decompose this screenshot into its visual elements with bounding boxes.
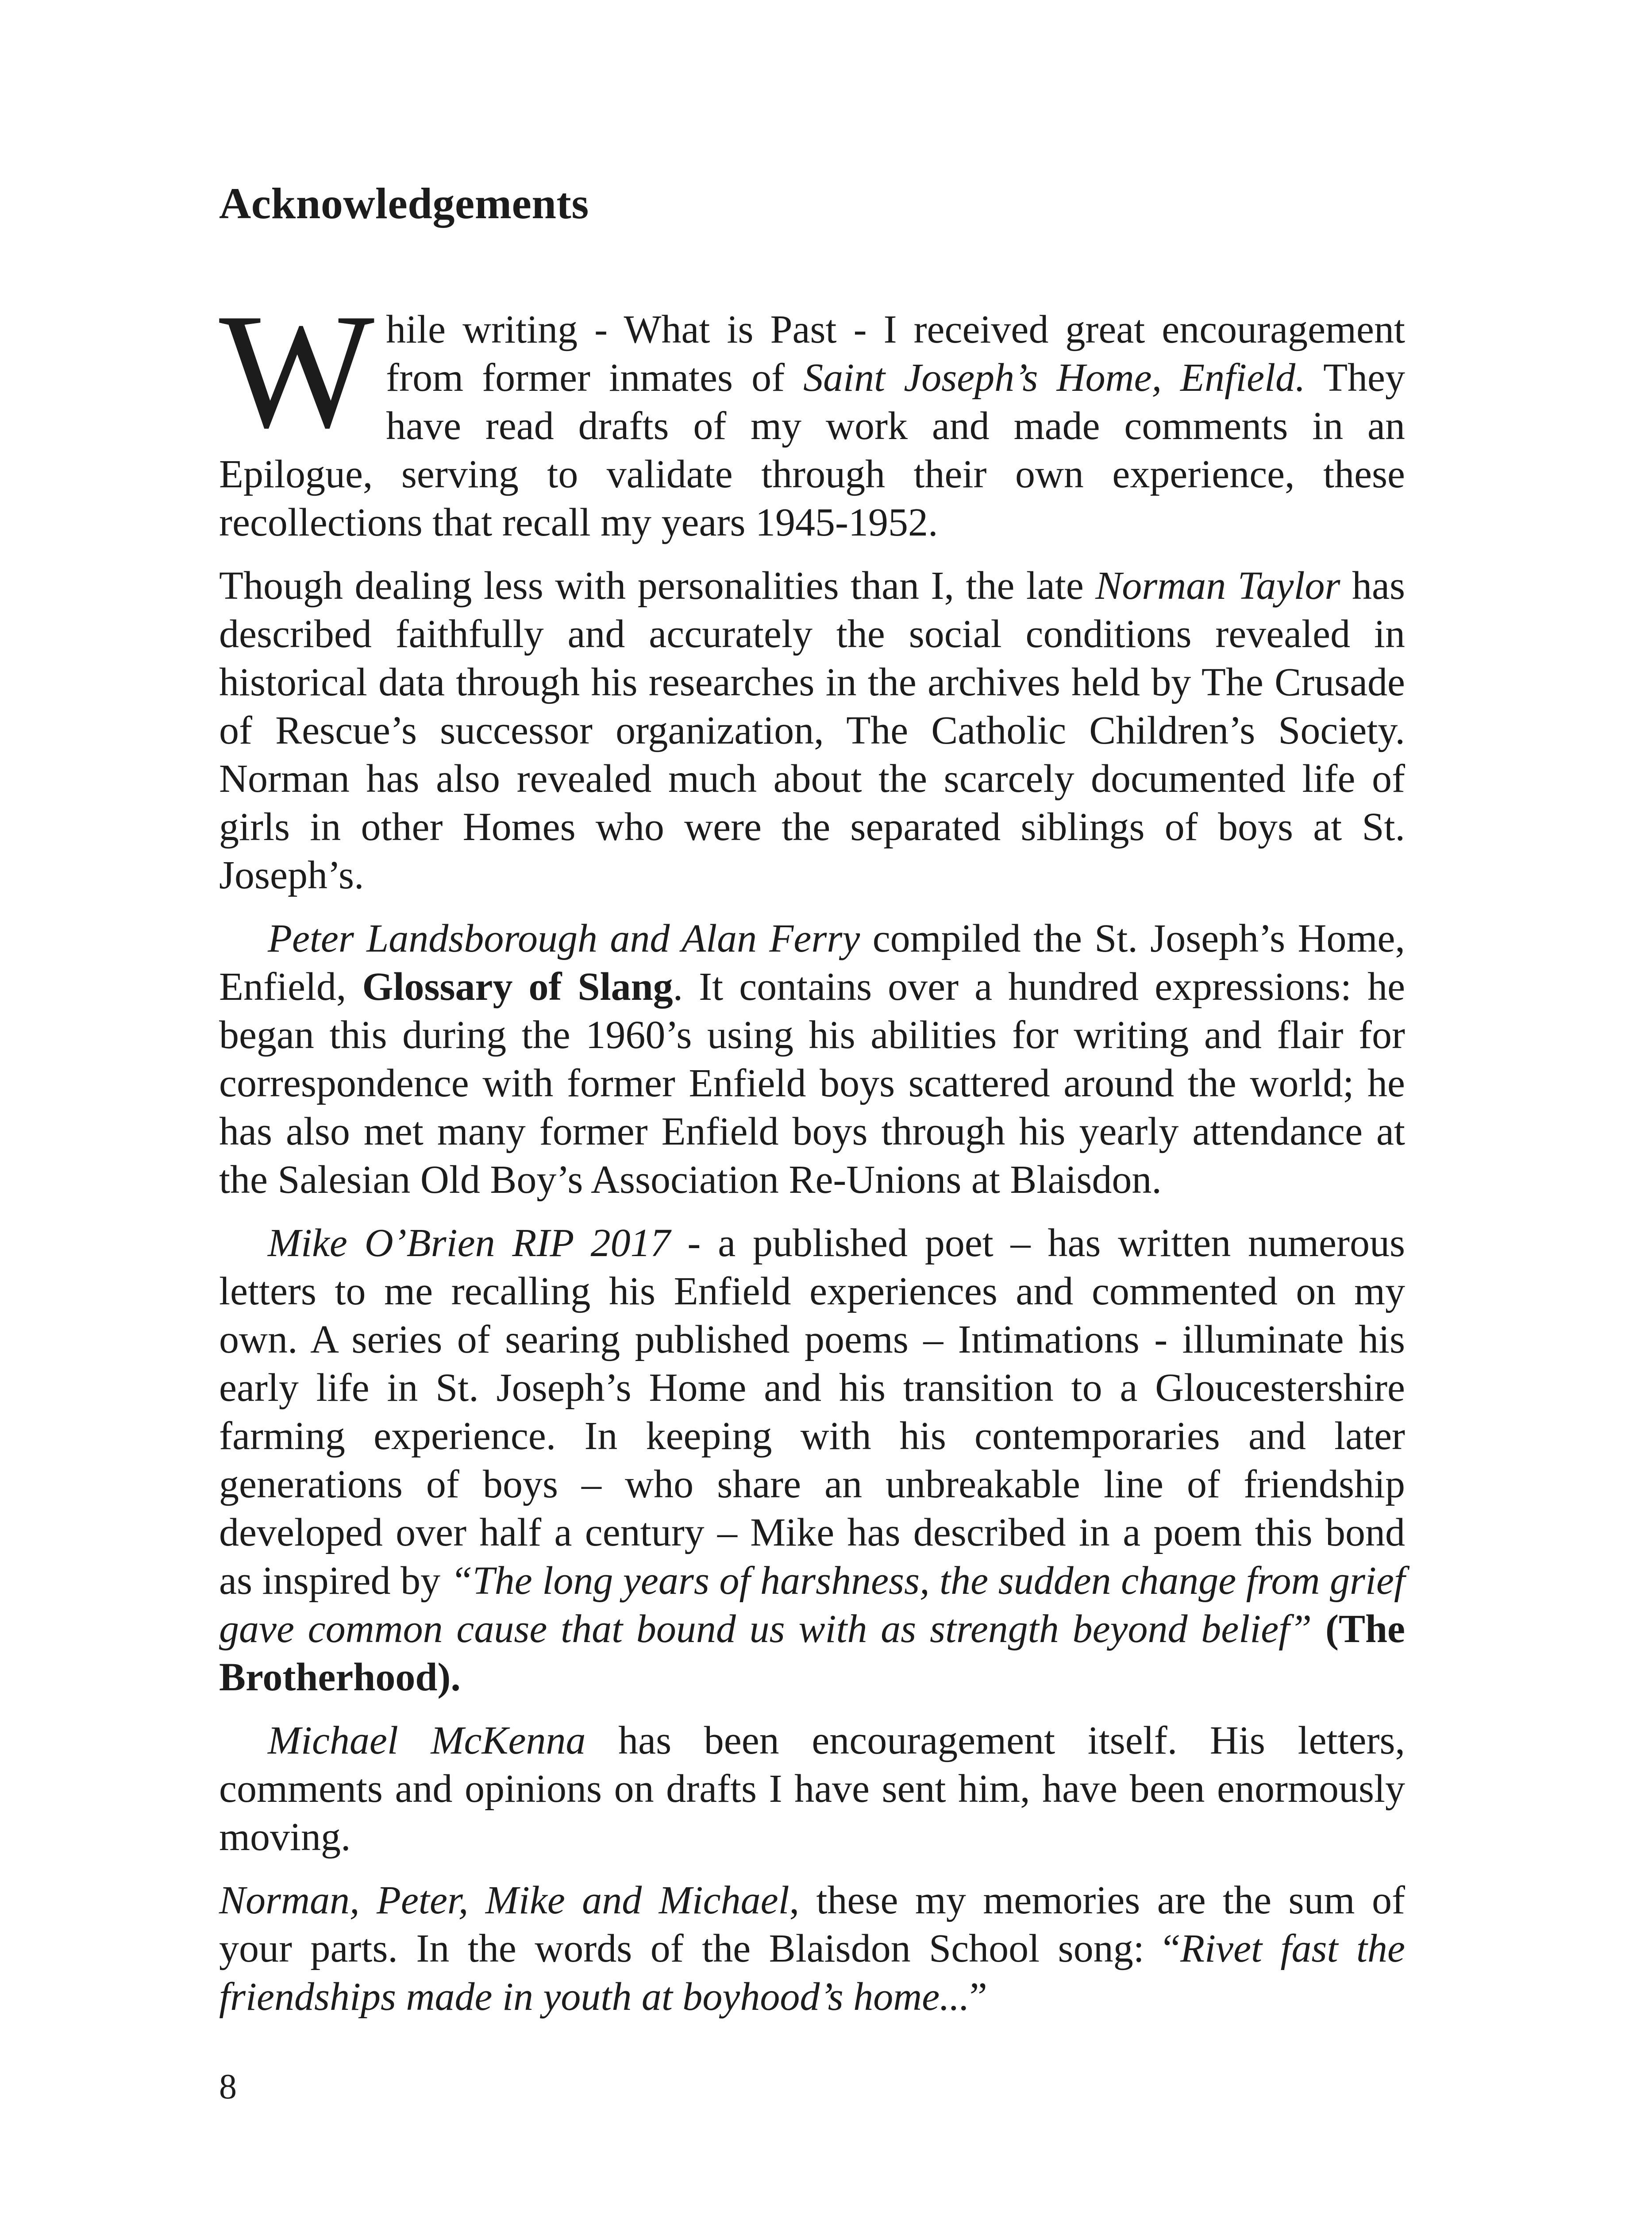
paragraph-intro xyxy=(219,280,1406,547)
paragraph-text: compiled the St. Joseph’s Home, Enfield, xyxy=(219,917,1405,1009)
paragraph-michael-mckenna xyxy=(219,1716,1405,1861)
page-text-block xyxy=(219,168,1405,2036)
paragraph-closing xyxy=(219,1876,1405,2021)
paragraph-text: has described faithfully and accurately the social conditions revealed in historical data through his researches in the archives held by The Crusade of Rescue’s successor organization, The Catholic Children’s Society. Norman has also revealed much about the scarcely documented life of girls in other Homes who were the separated siblings of boys at St. Joseph’s. xyxy=(219,564,1405,897)
page-title: Acknowledgements xyxy=(219,179,589,228)
paragraph-mike-obrien xyxy=(219,1219,1405,1701)
paragraph-text: . It contains over a hundred expressions: he began this during the 1960’s using his abilities for writing and flair for correspondence with former Enfield boys scattered around the world; he has also met many former Enfield boys through his yearly attendance at the Salesian Old Boy’s Association Re-Unions at Blaisdon. xyxy=(219,965,1406,1202)
italic-person-name: Mike O’Brien RIP 2017 xyxy=(268,1221,670,1265)
paragraph-text: They have read drafts of my work and made comments in an Epilogue, serving to validate through their own experience, these recollections that recall my years 1945-1952. xyxy=(219,356,1406,544)
italic-person-name: Michael McKenna xyxy=(268,1719,586,1762)
italic-person-name: Peter Landsborough and Alan Ferry xyxy=(268,917,860,960)
page-number: 8 xyxy=(219,2067,237,2106)
paragraph-text: hile writing - What is Past - I received great encouragement from former inmates of xyxy=(386,308,1405,400)
paragraph-text: , these my memories are the sum of your parts. In the words of the Blaisdon School song: “ xyxy=(219,1878,1405,1970)
italic-place-name: Saint Joseph’s Home, Enfield. xyxy=(803,356,1305,400)
paragraph-text: ” xyxy=(969,1975,987,2019)
italic-person-name: Norman Taylor xyxy=(1095,564,1340,608)
paragraph-text: - a published poet – has written numerous letters to me recalling his Enfield experiences and commented on my own. A series of searing published poems – Intimations - illuminate his early life in St. Joseph’s Home and his transition to a Gloucestershire farming experience. In keeping with his contemporaries and later generations of boys – who share an unbreakable line of friendship developed over half a century – Mike has described in a poem this bond as inspired by xyxy=(219,1221,1405,1603)
paragraph-landsborough-ferry xyxy=(219,914,1405,1204)
bold-title: Glossary of Slang xyxy=(362,965,673,1009)
italic-quote: Rivet fast the friendships made in youth at boyhood’s home... xyxy=(219,1927,1405,2019)
drop-cap: W xyxy=(219,280,375,462)
paragraph-text: has been encouragement itself. His letters, comments and opinions on drafts I have sent him, have been enormously moving. xyxy=(219,1719,1405,1859)
paragraph-norman-taylor xyxy=(219,562,1405,899)
italic-person-name: Norman, Peter, Mike and Michael xyxy=(219,1878,789,1922)
italic-quote: “The long years of harshness, the sudden change from grief gave common cause that bound us with as strength beyond belief” xyxy=(219,1559,1406,1651)
bold-title: (The Brotherhood). xyxy=(219,1607,1405,1699)
paragraph-text: Though dealing less with personalities than I, the late xyxy=(219,564,1096,608)
